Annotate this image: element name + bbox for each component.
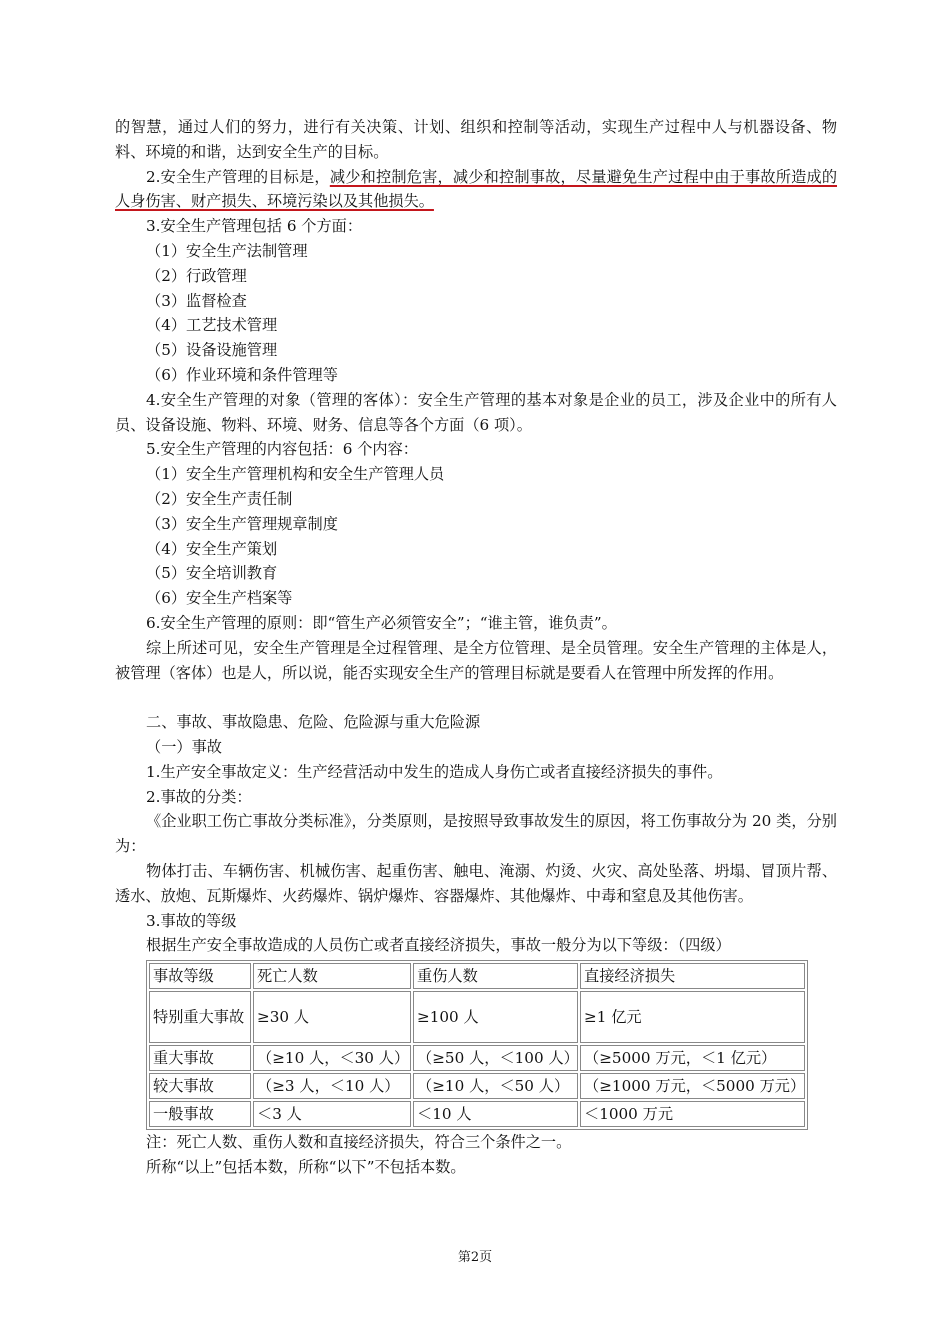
content-item: （2）安全生产责任制: [146, 489, 293, 508]
paragraph-standard: 《企业职工伤亡事故分类标准》，分类原则，是按照导致事故发生的原因，将工伤事故分为 20 类，分别为：: [115, 812, 837, 856]
paragraph-summary: 综上所述可见，安全生产管理是全过程管理、是全方位管理、是全员管理。安全生产管理的主体是人，被管理（客体）也是人，所以说，能否实现安全生产的管理目标就是要看人在管理中所发挥的作用。: [115, 638, 837, 682]
table-row: [149, 1101, 805, 1127]
paragraph-1: 的智慧，通过人们的努力，进行有关决策、计划、组织和控制等活动，实现生产过程中人与机器设备、物料、环境的和谐，达到安全生产的目标。: [115, 118, 837, 161]
page-number: 第2页: [457, 1250, 493, 1265]
table-cell: ＜1000 万元: [580, 1101, 805, 1127]
spacer: [115, 685, 837, 710]
paragraph-grade-heading: 3.事故的等级: [146, 911, 237, 930]
table-cell: 一般事故: [149, 1101, 251, 1127]
table-cell: （≥50 人，＜100 人）: [413, 1045, 578, 1071]
scope-item: （5）设备设施管理: [146, 341, 278, 360]
scope-item: （1）安全生产法制管理: [146, 241, 308, 260]
content-item: （1）安全生产管理机构和安全生产管理人员: [146, 465, 445, 484]
scope-item: （2）行政管理: [146, 266, 247, 285]
table-note: 注：死亡人数、重伤人数和直接经济损失，符合三个条件之一。: [146, 1133, 572, 1152]
paragraph-scope: 3.安全生产管理包括 6 个方面：: [146, 217, 363, 236]
paragraph-accident-types: 物体打击、车辆伤害、机械伤害、起重伤害、触电、淹溺、灼烫、火灾、高处坠落、坍塌、冒顶片帮、透水、放炮、瓦斯爆炸、火药爆炸、锅炉爆炸、容器爆炸、其他爆炸、中毒和窒息及其他伤害。: [115, 861, 837, 905]
table-cell: （≥3 人，＜10 人）: [253, 1073, 411, 1099]
goal-highlight: 减少和控制危害，减少和控制事故，尽量避免生产过程中由于事故所造成的人身伤害、财产损失、环境污染以及其他损失。: [115, 167, 837, 211]
section-heading: 二、事故、事故隐患、危险、危险源与重大危险源: [146, 713, 481, 732]
paragraph-goal: [115, 165, 837, 215]
paragraph-classification: 2.事故的分类：: [146, 787, 252, 806]
scope-item: （3）监督检查: [146, 291, 247, 310]
paragraph-definition: 1.生产安全事故定义：生产经营活动中发生的造成人身伤亡或者直接经济损失的事件。: [146, 762, 723, 781]
table-header-cell: 死亡人数: [253, 963, 411, 989]
paragraph-principle: 6.安全生产管理的原则：即“管生产必须管安全”；“谁主管，谁负责”。: [146, 613, 617, 632]
content-item: （3）安全生产管理规章制度: [146, 514, 338, 533]
table-cell: 重大事故: [149, 1045, 251, 1071]
table-note-2: 所称“以上”包括本数，所称“以下”不包括本数。: [146, 1157, 466, 1176]
table-cell: （≥5000 万元，＜1 亿元）: [580, 1045, 805, 1071]
table-row: [149, 991, 805, 1043]
table-cell: ＜3 人: [253, 1101, 411, 1127]
paragraph-grade-intro: 根据生产安全事故造成的人员伤亡或者直接经济损失，事故一般分为以下等级：（四级）: [146, 936, 731, 955]
scope-item: （6）作业环境和条件管理等: [146, 365, 338, 384]
content-item: （5）安全培训教育: [146, 564, 278, 583]
paragraph-content: 5.安全生产管理的内容包括：6 个内容：: [146, 440, 418, 459]
table-cell: ≥1 亿元: [580, 991, 805, 1043]
table-header-cell: 重伤人数: [413, 963, 578, 989]
table-header-row: [149, 963, 805, 989]
table-cell: ≥100 人: [413, 991, 578, 1043]
table-cell: （≥10 人，＜50 人）: [413, 1073, 578, 1099]
table-row: [149, 1073, 805, 1099]
table-cell: ＜10 人: [413, 1101, 578, 1127]
page-content: [115, 115, 837, 1180]
paragraph-object: 4.安全生产管理的对象（管理的客体）：安全生产管理的基本对象是企业的员工，涉及企业中的所有人员、设备设施、物料、环境、财务、信息等各个方面（6 项）。: [115, 390, 837, 434]
table-cell: 特别重大事故: [149, 991, 251, 1043]
scope-item: （4）工艺技术管理: [146, 316, 278, 335]
content-item: （4）安全生产策划: [146, 539, 278, 558]
table-cell: 较大事故: [149, 1073, 251, 1099]
content-item: （6）安全生产档案等: [146, 589, 293, 608]
table-cell: ≥30 人: [253, 991, 411, 1043]
accident-grade-table: [146, 960, 808, 1130]
table-cell: （≥1000 万元，＜5000 万元）: [580, 1073, 805, 1099]
table-header-cell: 直接经济损失: [580, 963, 805, 989]
goal-prefix: 2.安全生产管理的目标是，: [146, 167, 330, 186]
table-cell: （≥10 人，＜30 人）: [253, 1045, 411, 1071]
table-header-cell: 事故等级: [149, 963, 251, 989]
table-row: [149, 1045, 805, 1071]
subsection-heading: （一）事故: [146, 737, 222, 756]
